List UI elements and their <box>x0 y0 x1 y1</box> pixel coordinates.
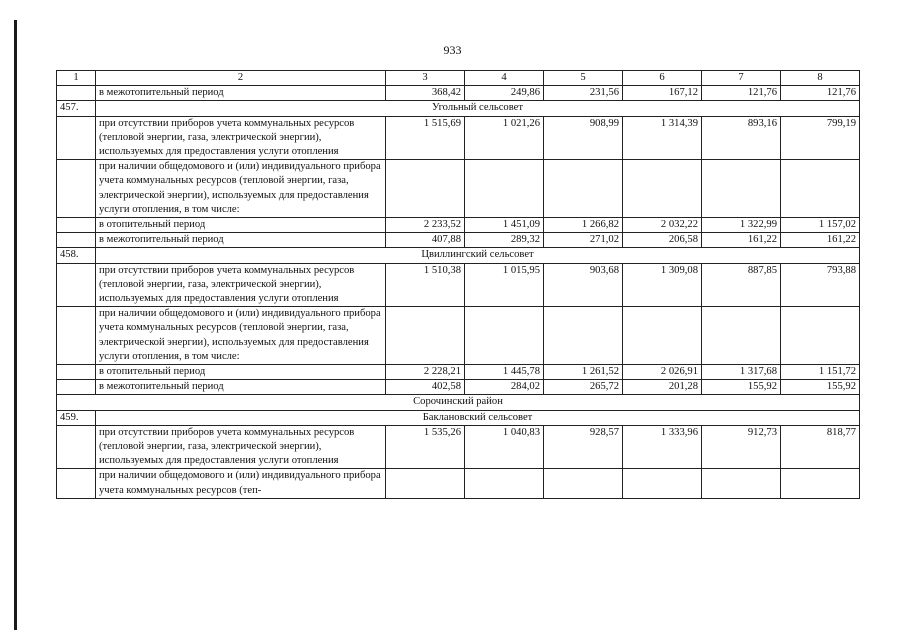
description-cell: при отсутствии приборов учета коммунальных ресурсов (тепловой энергии, газа, электрической энергии), используемых для предоставления услуги отопления <box>96 116 386 160</box>
value-cell: 265,72 <box>544 380 623 395</box>
index-cell <box>57 233 96 248</box>
value-cell: 161,22 <box>781 233 860 248</box>
value-cell: 231,56 <box>544 86 623 101</box>
value-cell: 1 314,39 <box>623 116 702 160</box>
table-row <box>57 380 860 395</box>
value-cell: 1 510,38 <box>386 263 465 307</box>
value-cell <box>623 469 702 498</box>
header-cell: 5 <box>544 71 623 86</box>
value-cell: 1 322,99 <box>702 218 781 233</box>
value-cell: 1 445,78 <box>465 365 544 380</box>
value-cell: 2 032,22 <box>623 218 702 233</box>
value-cell <box>465 307 544 365</box>
value-cell: 799,19 <box>781 116 860 160</box>
value-cell <box>386 160 465 218</box>
description-cell: в межотопительный период <box>96 380 386 395</box>
value-cell: 1 317,68 <box>702 365 781 380</box>
description-cell: при наличии общедомового и (или) индивидуального прибора учета коммунальных ресурсов (теп- <box>96 469 386 498</box>
value-cell: 1 040,83 <box>465 425 544 469</box>
index-cell <box>57 116 96 160</box>
value-cell: 1 266,82 <box>544 218 623 233</box>
value-cell: 893,16 <box>702 116 781 160</box>
value-cell <box>702 307 781 365</box>
value-cell: 1 151,72 <box>781 365 860 380</box>
value-cell: 289,32 <box>465 233 544 248</box>
header-cell: 8 <box>781 71 860 86</box>
value-cell: 249,86 <box>465 86 544 101</box>
header-cell: 7 <box>702 71 781 86</box>
value-cell: 1 309,08 <box>623 263 702 307</box>
value-cell: 903,68 <box>544 263 623 307</box>
value-cell: 887,85 <box>702 263 781 307</box>
section-row <box>57 248 860 263</box>
index-cell <box>57 218 96 233</box>
value-cell <box>702 160 781 218</box>
table-row <box>57 469 860 498</box>
index-cell <box>57 469 96 498</box>
description-cell: в межотопительный период <box>96 86 386 101</box>
value-cell: 1 157,02 <box>781 218 860 233</box>
value-cell: 1 261,52 <box>544 365 623 380</box>
header-cell: 1 <box>57 71 96 86</box>
value-cell <box>544 469 623 498</box>
value-cell: 908,99 <box>544 116 623 160</box>
value-cell <box>623 160 702 218</box>
table-row <box>57 86 860 101</box>
value-cell: 818,77 <box>781 425 860 469</box>
value-cell: 912,73 <box>702 425 781 469</box>
section-row <box>57 101 860 116</box>
index-cell <box>57 425 96 469</box>
district-title: Сорочинский район <box>57 395 860 410</box>
section-row <box>57 410 860 425</box>
section-index: 457. <box>57 101 96 116</box>
table-row <box>57 307 860 365</box>
section-index: 459. <box>57 410 96 425</box>
value-cell: 121,76 <box>781 86 860 101</box>
header-cell: 3 <box>386 71 465 86</box>
description-cell: при наличии общедомового и (или) индивидуального прибора учета коммунальных ресурсов (тепловой энергии, газа, электрической энергии), используемых для предоставления услуги отопления, в том числе: <box>96 160 386 218</box>
value-cell <box>781 307 860 365</box>
value-cell <box>465 160 544 218</box>
value-cell: 2 228,21 <box>386 365 465 380</box>
value-cell: 167,12 <box>623 86 702 101</box>
value-cell: 1 021,26 <box>465 116 544 160</box>
value-cell: 928,57 <box>544 425 623 469</box>
value-cell: 1 451,09 <box>465 218 544 233</box>
value-cell <box>781 160 860 218</box>
value-cell: 368,42 <box>386 86 465 101</box>
index-cell <box>57 380 96 395</box>
value-cell: 2 026,91 <box>623 365 702 380</box>
description-cell: в отопительный период <box>96 365 386 380</box>
value-cell: 1 015,95 <box>465 263 544 307</box>
value-cell: 121,76 <box>702 86 781 101</box>
table-row <box>57 160 860 218</box>
value-cell: 206,58 <box>623 233 702 248</box>
index-cell <box>57 307 96 365</box>
left-margin-rule <box>14 20 17 630</box>
description-cell: в отопительный период <box>96 218 386 233</box>
value-cell <box>544 307 623 365</box>
description-cell: при наличии общедомового и (или) индивидуального прибора учета коммунальных ресурсов (тепловой энергии, газа, электрической энергии), используемых для предоставления услуги отопления, в том числе: <box>96 307 386 365</box>
value-cell: 155,92 <box>702 380 781 395</box>
value-cell <box>465 469 544 498</box>
value-cell: 1 333,96 <box>623 425 702 469</box>
index-cell <box>57 263 96 307</box>
value-cell <box>386 469 465 498</box>
tariff-table <box>56 70 860 499</box>
table-row <box>57 365 860 380</box>
value-cell: 284,02 <box>465 380 544 395</box>
table-header-row <box>57 71 860 86</box>
value-cell: 1 535,26 <box>386 425 465 469</box>
value-cell: 407,88 <box>386 233 465 248</box>
value-cell: 2 233,52 <box>386 218 465 233</box>
index-cell <box>57 160 96 218</box>
table-row <box>57 263 860 307</box>
value-cell: 155,92 <box>781 380 860 395</box>
table-row <box>57 233 860 248</box>
section-title: Цвиллингский сельсовет <box>96 248 860 263</box>
table-row <box>57 116 860 160</box>
value-cell <box>544 160 623 218</box>
index-cell <box>57 86 96 101</box>
value-cell: 271,02 <box>544 233 623 248</box>
value-cell: 161,22 <box>702 233 781 248</box>
header-cell: 4 <box>465 71 544 86</box>
value-cell <box>623 307 702 365</box>
value-cell: 1 515,69 <box>386 116 465 160</box>
value-cell: 402,58 <box>386 380 465 395</box>
header-cell: 6 <box>623 71 702 86</box>
page-number: 933 <box>443 43 462 57</box>
header-cell: 2 <box>96 71 386 86</box>
section-title: Баклановский сельсовет <box>96 410 860 425</box>
description-cell: в межотопительный период <box>96 233 386 248</box>
value-cell: 201,28 <box>623 380 702 395</box>
value-cell: 793,88 <box>781 263 860 307</box>
section-title: Угольный сельсовет <box>96 101 860 116</box>
section-index: 458. <box>57 248 96 263</box>
table-row <box>57 218 860 233</box>
description-cell: при отсутствии приборов учета коммунальных ресурсов (тепловой энергии, газа, электрической энергии), используемых для предоставления услуги отопления <box>96 425 386 469</box>
district-row <box>57 395 860 410</box>
table-row <box>57 425 860 469</box>
value-cell <box>702 469 781 498</box>
index-cell <box>57 365 96 380</box>
description-cell: при отсутствии приборов учета коммунальных ресурсов (тепловой энергии, газа, электрической энергии), используемых для предоставления услуги отопления <box>96 263 386 307</box>
value-cell <box>781 469 860 498</box>
value-cell <box>386 307 465 365</box>
